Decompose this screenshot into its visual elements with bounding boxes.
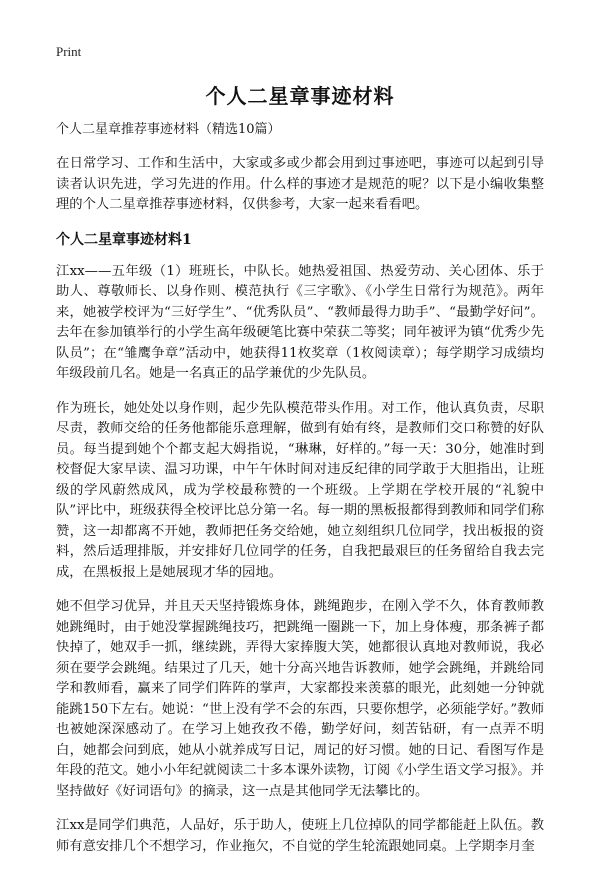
- body-paragraph-3: 她不但学习优异，并且天天坚持锻炼身体，跳绳跑步，在刚入学不久，体育教师教她跳绳时，由于她没掌握跳绳技巧，把跳绳一圈跳一下，加上身体瘦，那条裤子都快掉了，她双手一抓，继续跳，弄得大家捧腹大笑，她都很认真地对教师说，我必须在要学会跳绳。结果过了几天，她十分高兴地告诉教师，她学会跳绳，并跳给同学和教师看，赢来了同学们阵阵的掌声，大家都投来羡慕的眼光，此刻她一分钟就能跳150下左右。她说：“世上没有学不会的东西，只要你想学，必须能学好。”教师也被她深深感动了。在学习上她孜孜不倦，勤学好问，刻苦钻研，有一点弄不明白，她都会问到底，她从小就养成写日记，周记的好习惯。她的日记、看图写作是年段的范文。她小小年纪就阅读二十多本课外读物，订阅《小学生语文学习报》。并坚持做好《好词语句》的摘录，这一点是其他同学无法攀比的。: [56, 599, 544, 799]
- document-body: [56, 120, 544, 871]
- document-title: 个人二星章事迹材料: [205, 84, 395, 108]
- intro-paragraph: 在日常学习、工作和生活中，大家或多或少都会用到过事迹吧，事迹可以起到引导读者认识先进，学习先进的作用。什么样的事迹才是规范的呢？以下是小编收集整理的个人二星章推荐事迹材料，仅供参考，大家一起来看看吧。: [56, 156, 544, 212]
- body-paragraph-1: 江xx——五年级（1）班班长，中队长。她热爱祖国、热爱劳动、关心团体、乐于助人、尊敬师长、以身作则、模范执行《三字歌》、《小学生日常行为规范》。两年来，她被学校评为“三好学生”、“优秀队员”、“教师最得力助手”、“最勤学好问”。去年在参加镇举行的小学生高年级硬笔比赛中荣获二等奖；同年被评为镇“优秀少先队员”；在“雏鹰争章”活动中，她获得11枚奖章（1枚阅读章）；每学期学习成绩均年级段前几名。她是一名真正的品学兼优的少先队员。: [56, 263, 544, 381]
- body-paragraph-4: 江xx是同学们典范，人品好，乐于助人，使班上几位掉队的同学都能赶上队伍。教师有意安排几个不想学习，作业拖欠，不自觉的学生轮流跟她同桌。上学期李月奎: [56, 818, 544, 854]
- document-subtitle: 个人二星章推荐事迹材料（精选10篇）: [56, 122, 281, 137]
- section-heading: 个人二星章事迹材料1: [56, 231, 192, 248]
- body-paragraph-2: 作为班长，她处处以身作则，起少先队模范带头作用。对工作，他认真负责，尽职尽责，教师交给的任务他都能乐意理解，做到有始有终，是教师们交口称赞的好队员。每当提到她个个都支起大姆指说，“琳琳，好样的。”每一天：30分，她准时到校督促大家早读、温习功课，中午午休时间对违反纪律的同学敢于大胆指出，让班级的学风蔚然成风，成为学校最称赞的一个班级。上学期在学校开展的“礼貌中队”评比中，班级获得全校评比总分第一名。每一期的黑板报都得到教师和同学们称赞，这一却都离不开她，教师把任务交给她，她立刻组织几位同学，找出板报的资料，然后适理排版，并安排好几位同学的任务，自我把最艰巨的任务留给自我去完成，在黑板报上是她展现才华的园地。: [56, 400, 544, 580]
- print-link[interactable]: Print: [56, 44, 82, 59]
